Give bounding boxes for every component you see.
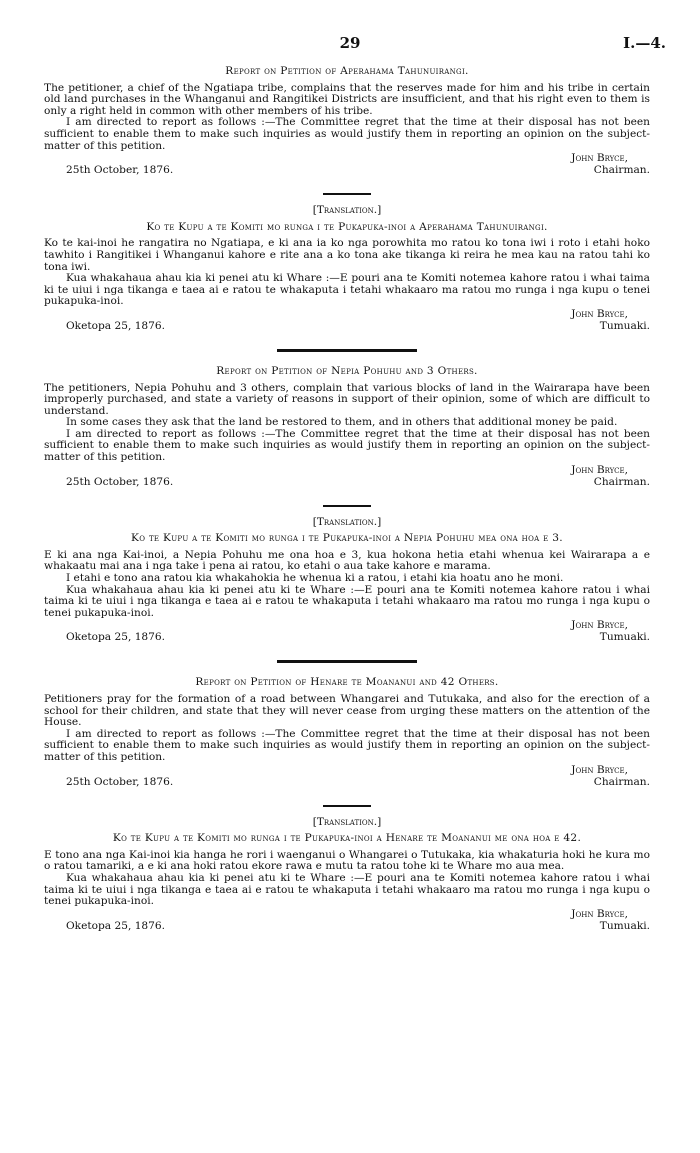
report-paragraph: Petitioners pray for the formation of a road between Whangarei and Tutukaka, and also for the erection of a school for their children, and state that they will never cease from urging these matters on the attention of the House. [44,693,650,729]
translation-paragraph: E tono ana nga Kai-inoi kia hanga he rori i waenganui o Whangarei o Tutukaka, kia whakaturia hoki he kura mo o ratou tamariki, a e ki ana hoki ratou ekore rawa e mutu ta ratou tohe ki te Whare mo aua mea. [44,848,650,873]
signatory-name: John Bryce, [571,907,628,920]
signature-block [44,465,650,493]
section-divider [277,349,417,352]
translation-label: [Translation.] [312,815,382,828]
signatory-name: John Bryce, [571,763,628,776]
report-section [44,366,650,649]
signatory-name: John Bryce, [571,307,628,320]
signature-block [44,153,650,181]
translation-title: Ko te Kupu a te Komiti mo runga i te Pukapuka-inoi a Aperahama Tahunuirangi. [146,220,548,233]
signature-date: Oketopa 25, 1876. [66,919,166,932]
report-paragraph: The petitioner, a chief of the Ngatiapa tribe, complains that the reserves made for him and his tribe in certain old land purchases in the Whanganui and Rangitikei Districts are insufficient, and that his right even to them is only a right held in common with other members of his tribe. [44,81,650,117]
translation-paragraph: Kua whakahaua ahau kia ki penei atu ki te Whare :—E pouri ana te Komiti notemea kahore ratou i whai taima ki te uiui i nga tikanga e taea ai e ratou te whakaputa i tetahi whakaaro ma ratou mo runga i nga kupu o tenei pukapuka-inoi. [44,871,650,908]
document-body [44,66,650,937]
short-divider [323,505,371,507]
report-paragraph: The petitioners, Nepia Pohuhu and 3 others, complain that various blocks of land in the Wairarapa have been improperly purchased, and state a variety of reasons in support of their opinion, some of which are difficult to understand. [44,381,650,417]
translation-paragraph: Ko te kai-inoi he rangatira no Ngatiapa, e ki ana ia ko nga porowhita mo ratou ko tona iwi i roto i etahi hoko tawhito i Rangitikei i Whanganui kahore e rite ana a ko tona ake tikanga ki reira he mea kau na ratou tahi ko tona iwi. [44,237,650,273]
page-header [0,34,700,54]
signature-date: 25th October, 1876. [66,164,174,177]
signatory-role: Chairman. [593,775,650,788]
signature-block [44,909,650,937]
signatory-name: John Bryce, [571,463,628,476]
signatory-role: Chairman. [593,164,650,177]
signatory-role: Chairman. [593,475,650,488]
short-divider [323,805,371,807]
signature-block [44,620,650,648]
signatory-role: Tumuaki. [599,919,650,932]
signatory-name: John Bryce, [571,619,628,632]
report-paragraph: I am directed to report as follows :—The Committee regret that the time at their disposal has not been sufficient to enable them to make such inquiries as would justify them in reporting an opinion on the subject-matter of this petition. [44,727,650,763]
signature-date: Oketopa 25, 1876. [66,631,166,644]
translation-paragraph: E ki ana nga Kai-inoi, a Nepia Pohuhu me ona hoa e 3, kua hokona hetia etahi whenua kei Wairarapa a e whakaatu mai ana i nga take i pena ai ratou, ko etahi o aua take kahore e marama. [44,548,650,573]
report-title: Report on Petition of Henare te Moananui and 42 Others. [195,676,499,689]
section-divider [277,660,417,663]
report-title: Report on Petition of Nepia Pohuhu and 3 Others. [216,364,478,377]
report-section [44,66,650,337]
translation-label: [Translation.] [312,515,382,528]
translation-paragraph: I etahi e tono ana ratou kia whakahokia he whenua ki a ratou, i etahi kia hoatu ano he moni. [66,572,564,585]
signature-date: 25th October, 1876. [66,775,174,788]
signatory-name: John Bryce, [571,152,628,165]
report-paragraph: I am directed to report as follows :—The Committee regret that the time at their disposal has not been sufficient to enable them to make such inquiries as would justify them in reporting an opinion on the subject-matter of this petition. [44,116,650,152]
page-number: 29 [339,34,361,52]
translation-paragraph: Kua whakahaua ahau kia ki penei atu ki Whare :—E pouri ana te Komiti notemea kahore ratou i whai taima ki te uiui i nga tikanga e taea ai e ratou te whakaputa i tetahi whakaaro ma ratou mo runga i nga kupu o tenei pukapuka-inoi. [44,272,650,308]
translation-label: [Translation.] [312,204,382,217]
signatory-role: Tumuaki. [599,631,650,644]
short-divider [323,193,371,195]
report-paragraph: In some cases they ask that the land be restored to them, and in others that additional money be paid. [66,416,618,429]
translation-paragraph: Kua whakahaua ahau kia ki penei atu ki te Whare :—E pouri ana te Komiti notemea kahore ratou i whai taima ki te uiui i nga tikanga e taea ai e ratou te whakaputa i tetahi whakaaro ma ratou mo runga i nga kupu o tenei pukapuka-inoi. [44,583,650,619]
report-section [44,677,650,936]
signature-block [44,765,650,793]
signature-block [44,309,650,337]
translation-title: Ko te Kupu a te Komiti mo runga i te Pukapuka-inoi a Henare te Moananui me ona hoa e 42. [112,832,582,845]
signature-date: 25th October, 1876. [66,475,174,488]
signature-date: Oketopa 25, 1876. [66,319,166,332]
signatory-role: Tumuaki. [599,319,650,332]
translation-title: Ko te Kupu a te Komiti mo runga i te Pukapuka-inoi a Nepia Pohuhu mea ona hoa e 3. [131,532,563,545]
paper-reference: I.—4. [623,34,666,52]
report-title: Report on Petition of Aperahama Tahunuirangi. [225,65,469,77]
report-paragraph: I am directed to report as follows :—The Committee regret that the time at their disposal has not been sufficient to enable them to make such inquiries as would justify them in reporting an opinion on the subject-matter of this petition. [44,427,650,464]
